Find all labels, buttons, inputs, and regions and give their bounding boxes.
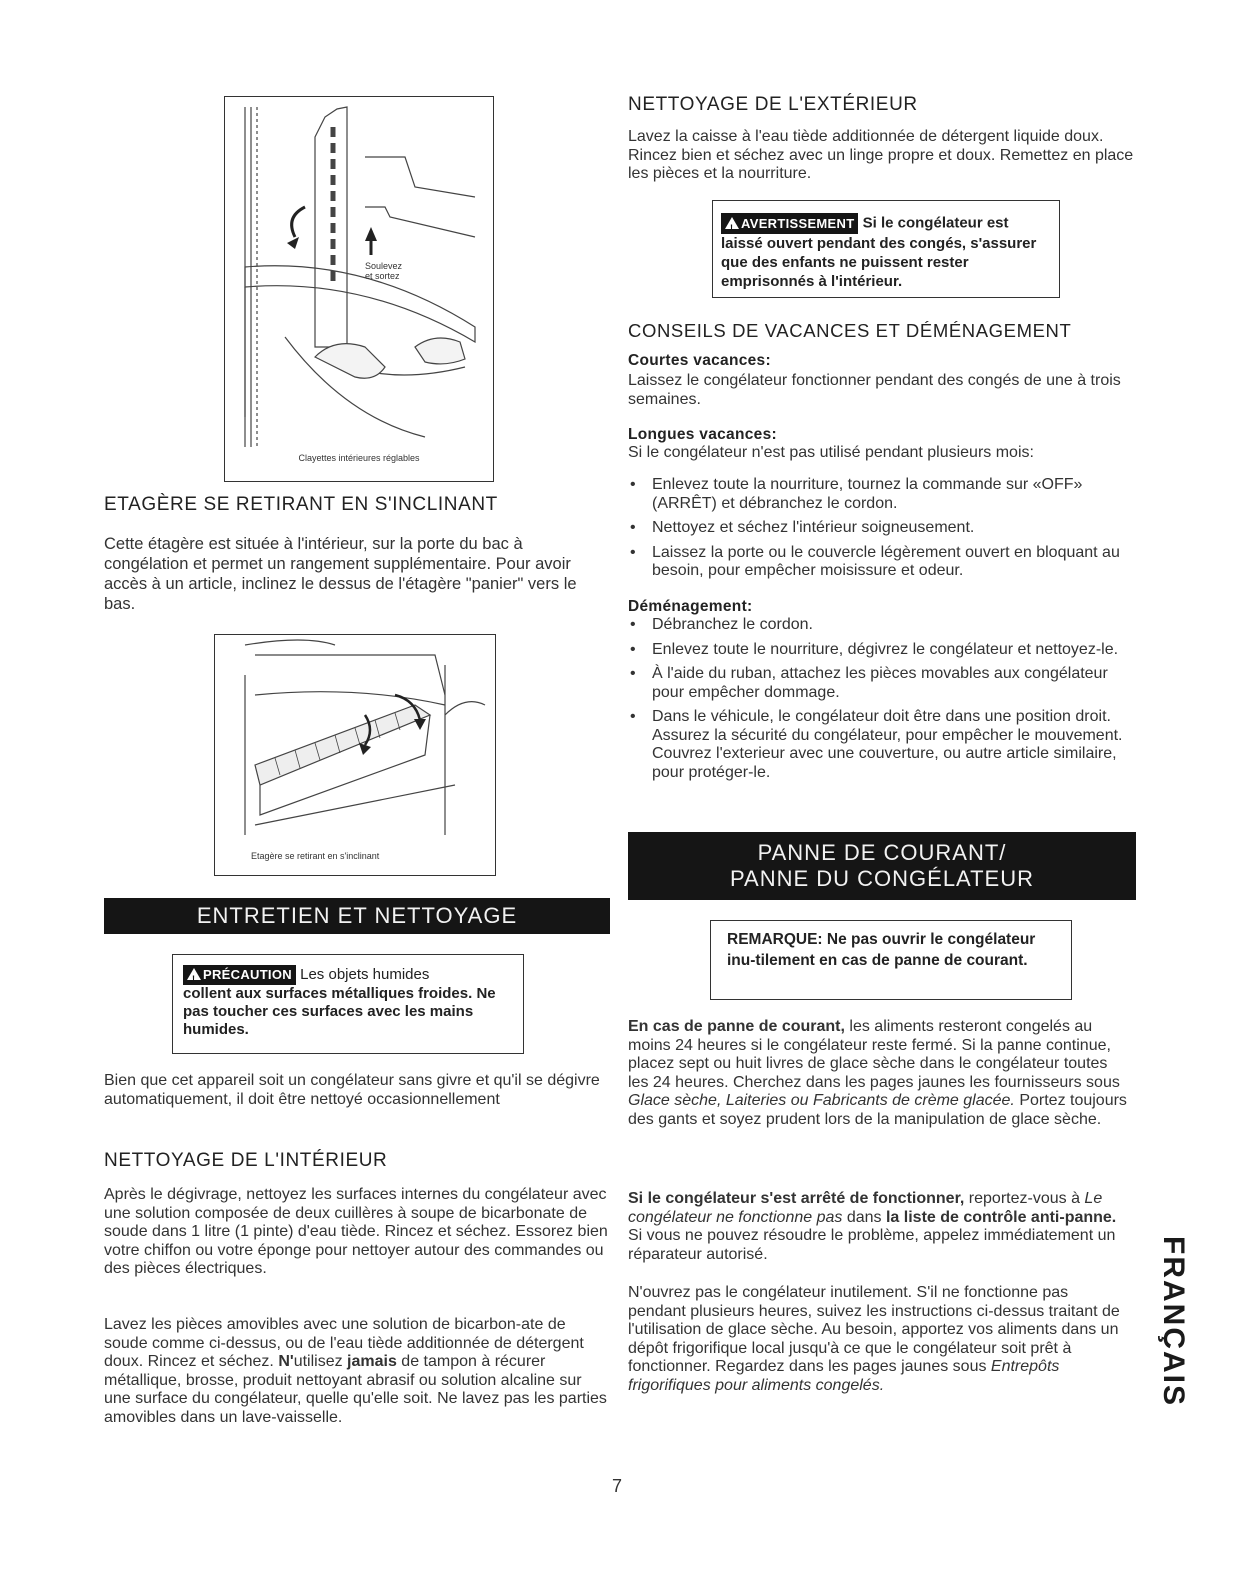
stopped-paragraph [628,1190,1124,1264]
exterior-text: Lavez la caisse à l'eau tiède additionnée de détergent liquide doux. Rincez bien et séchez avec un linge propre et doux. Remettez en place les pièces et la nourriture. [628,128,1134,182]
list-item: • Débranchez le cordon. [628,616,1132,635]
interior-p2-bold1: N' [278,1353,294,1370]
power-bold: En cas de panne de courant, [628,1018,845,1035]
long-vacation-text: Si le congélateur n'est pas utilisé pendant plusieurs mois: [628,444,1034,461]
callout-line2: et sortez [365,271,400,281]
stop-italic: Le congélateur ne fonctionne pas [628,1190,1103,1226]
stop-text-1: reportez-vous à [964,1190,1085,1207]
power-italic: Glace sèche, Laiteries ou Fabricants de crème glacée. [628,1092,1015,1109]
interior-p2-bold2: jamais [347,1353,397,1370]
shelf-figure [224,96,494,482]
shelf-text: Cette étagère est située à l'intérieur, sur la porte du bac à congélation et permet un rangement supplémentaire. Pour avoir accès à un article, inclinez le dessus de l'étagère "panier" vers le bas. [104,535,577,613]
warning-badge-label: AVERTISSEMENT [741,216,855,231]
exterior-title: NETTOYAGE DE L'EXTÉRIEUR [628,94,918,115]
page-number: 7 [612,1476,623,1496]
moving-list [628,616,1132,788]
banner-line-2: PANNE DU CONGÉLATEUR [729,866,1034,891]
caution-first: Les objets humides [300,965,430,983]
warning-triangle-icon: ! [725,217,739,229]
language-side-tab: FRANÇAIS [1157,1236,1190,1407]
power-text-2: Portez toujours des gants et soyez prudent lors de la manipulation de glace sèche. [628,1092,1127,1128]
interior-title: NETTOYAGE DE L'INTÉRIEUR [104,1150,388,1171]
banner-line-1: PANNE DE COURANT/ [757,840,1007,865]
warning-text: laissé ouvert pendant des congés, s'assurer que des enfants ne puissent rester emprisonnés à l'intérieur. [721,235,1037,290]
shelf-illustration [225,97,493,457]
interior-p2-rest: de tampon à récurer métallique, brosse, produit nettoyant abrasif ou solution alcaline sur une surface du congélateur, quelle qu'elle soit. Ne lavez pas les parties amovibles dans un lave-vaisselle. [104,1353,607,1426]
note-text: REMARQUE: Ne pas ouvrir le congélateur inu-tilement en cas de panne de courant. [727,931,1036,969]
interior-p2-a: Lavez les pièces amovibles avec une solution de bicarbon-ate de soude comme ci-dessus, ou de l'eau tiède additionnée de détergent doux. Rincez et séchez. [104,1316,584,1370]
shelf-title: ETAGÈRE SE RETIRANT EN S'INCLINANT [104,494,498,515]
vacation-title: CONSEILS DE VACANCES ET DÉMÉNAGEMENT [628,320,1072,341]
warning-triangle-icon: ! [187,968,201,980]
interior-p2-text1: utilisez [293,1353,348,1370]
long-vacation-label: Longues vacances: [628,426,777,443]
maintenance-banner: ENTRETIEN ET NETTOYAGE [104,898,610,934]
power-failure-paragraph [628,1018,1128,1129]
list-item: • Enlevez toute la nourriture, tournez la commande sur «OFF» (ARRÊT) et débranchez le cordon. [628,476,1128,513]
maintenance-intro: Bien que cet appareil soit un congélateur sans givre et qu'il se dégivre automatiquement, il doit être nettoyé occasionnellement [104,1072,600,1108]
open-italic: Entrepôts frigorifiques pour aliments congelés. [628,1358,1060,1394]
short-vacation-text: Laissez le congélateur fonctionner pendant des congés de une à trois semaines. [628,372,1121,408]
do-not-open-paragraph [628,1284,1124,1395]
basket-figure [214,634,496,876]
list-item: • Laissez la porte ou le couvercle légèrement ouvert en bloquant au besoin, pour empêcher moisissure et odeur. [628,544,1128,581]
note-box [710,920,1072,1000]
stop-bold: Si le congélateur s'est arrêté de fonctionner, [628,1190,965,1207]
list-item: • Dans le véhicule, le congélateur doit être dans une position droit. Assurez la sécurité du congélateur, pour empêcher le mouvement. Couvrez l'exterieur avec une couverture, ou autre article similaire, pour protéger-le. [628,708,1132,782]
interior-paragraph-1: Après le dégivrage, nettoyez les surfaces internes du congélateur avec une solution composée de deux cuillères à soupe de bicarbonate de soude dans 1 litre (1 pinte) d'eau tiède. Rincez et séchez. Essorez bien votre chiffon ou votre éponge pour nettoyer autour des commandes ou des pièces électriques. [104,1186,608,1277]
caution-badge [183,965,296,985]
warning-first: Si le congélateur est [862,214,1009,232]
stop-bold-2: la liste de contrôle anti-panne. [885,1208,1117,1226]
caution-box [172,954,524,1054]
callout-line1: Soulevez [365,261,403,271]
warning-box [712,200,1060,298]
basket-illustration [215,635,495,845]
stop-text-3: Si vous ne pouvez résoudre le problème, appelez immédiatement un réparateur autorisé. [628,1227,1116,1263]
caution-text: collent aux surfaces métalliques froides. Ne pas toucher ces surfaces avec les mains humides. [183,985,496,1038]
long-vacation-list [628,476,1128,587]
short-vacation-label: Courtes vacances: [628,352,771,369]
list-item: • Nettoyez et séchez l'intérieur soigneusement. [628,519,1128,538]
power-failure-banner [628,832,1136,900]
warning-badge [721,213,858,234]
open-text: N'ouvrez pas le congélateur inutilement. S'il ne fonctionne pas pendant plusieurs heures, suivez les instructions ci-dessus traitant de l'utilisation de glace sèche. Au besoin, apportez vos aliments dans un dépôt frigorifique local jusqu'à ce que le congélateur soit prêt à fonctionner. Regardez dans les pages jaunes sous [628,1284,1120,1375]
list-item: • Enlevez toute le nourriture, dégivrez le congélateur et nettoyez-le. [628,641,1132,660]
moving-label: Déménagement: [628,598,753,615]
figure2-caption: Etagère se retirant en s'inclinant [251,851,380,861]
figure1-caption: Clayettes intérieures réglables [298,453,420,463]
list-item: • À l'aide du ruban, attachez les pièces movables aux congélateur pour empêcher dommage. [628,665,1132,702]
interior-paragraph-2 [104,1316,610,1427]
stop-text-2: dans [842,1208,886,1226]
power-text: les aliments resteront congelés au moins 24 heures si le congélateur reste fermé. Si la panne continue, placez sept ou huit livres de glace sèche dans le congélateur toutes les 24 heures. Cherchez dans les pages jaunes les fournisseurs sous [628,1018,1120,1091]
caution-badge-label: PRÉCAUTION [203,967,292,982]
